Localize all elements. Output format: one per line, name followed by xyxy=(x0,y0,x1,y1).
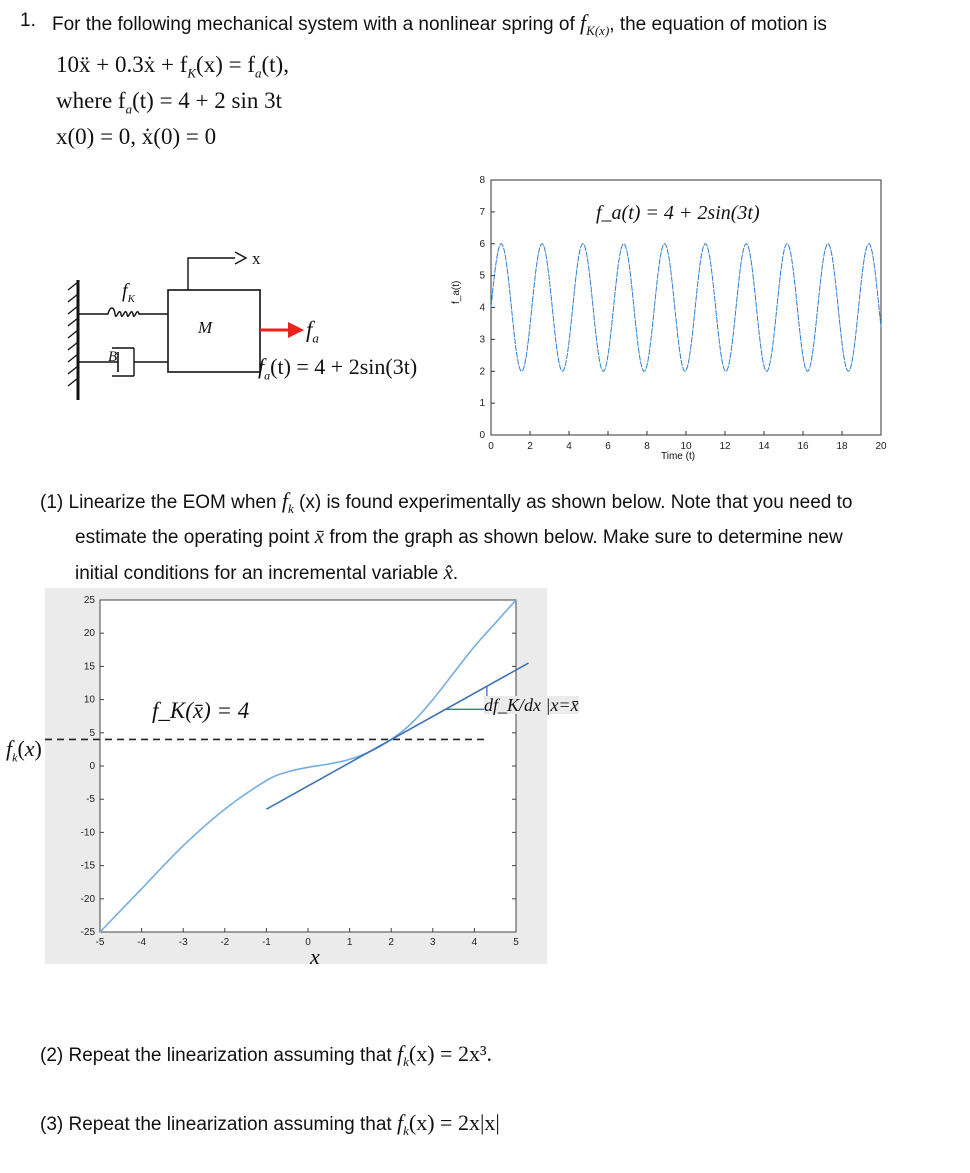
intro-text: For the following mechanical system with a nonlinear spring of xyxy=(52,14,575,35)
forcing-ytick-label: 7 xyxy=(479,206,485,218)
eq2-sub: a xyxy=(125,101,133,117)
problem-number: 1. xyxy=(20,10,36,31)
spring-xtick-label: 0 xyxy=(305,937,311,948)
part3 xyxy=(40,1110,500,1139)
spring-ytick-label: 15 xyxy=(83,661,95,673)
part1-line1-a: (1) Linearize the EOM when xyxy=(40,492,277,513)
spring-ytick-label: 10 xyxy=(83,694,95,706)
eq1-part: 10ẍ + 0.3ẋ + f xyxy=(56,52,188,77)
part3-text: (3) Repeat the linearization assuming that xyxy=(40,1114,392,1135)
part2-sub: k xyxy=(403,1053,409,1069)
spring-chart-ylabel: $f_k(x)$ xyxy=(6,736,42,765)
spring-chart xyxy=(0,588,620,978)
part2-expr: (x) = 2x³. xyxy=(408,1041,493,1066)
forcing-xtick-label: 18 xyxy=(836,441,848,452)
spring-xtick-label: 4 xyxy=(471,937,478,948)
eq2-end: (t) = 4 + 2 sin 3t xyxy=(132,88,282,113)
forcing-xtick-label: 12 xyxy=(719,441,731,452)
part1-line3 xyxy=(75,560,458,585)
part1-line3-sym: x̂ xyxy=(443,560,453,584)
part2-text: (2) Repeat the linearization assuming that xyxy=(40,1045,392,1066)
spring-ytick-label: 20 xyxy=(83,628,95,640)
forcing-xtick-label: 16 xyxy=(797,441,809,452)
problem-intro xyxy=(52,10,827,39)
force-equation: $f_a(t) = 4 + 2\sin(3t)$ xyxy=(258,354,418,383)
forcing-ytick-label: 3 xyxy=(479,334,485,346)
spring-ytick-label: -10 xyxy=(80,827,95,839)
forcing-xtick-label: 4 xyxy=(566,441,572,452)
forcing-chart-xlabel: Time (t) xyxy=(661,451,696,462)
forcing-ytick-label: 2 xyxy=(479,366,485,378)
part1-line2 xyxy=(75,524,843,549)
operating-point-annotation: f_K(x̄) = 4 xyxy=(152,698,250,723)
part1-line2-b: from the graph as shown below. Make sure to determine new xyxy=(329,527,843,548)
part2-f: f xyxy=(396,1041,404,1066)
spring-xtick-label: -1 xyxy=(261,937,271,948)
part2 xyxy=(40,1041,492,1070)
forcing-xtick-label: 6 xyxy=(605,441,611,452)
spring-ytick-label: -15 xyxy=(80,860,95,872)
forcing-xtick-label: 10 xyxy=(680,441,692,452)
part1-line2-sym: x̄ xyxy=(314,524,325,548)
forcing-ytick-label: 8 xyxy=(479,175,485,186)
equation-initial-conditions: x(0) = 0, ẋ(0) = 0 xyxy=(56,124,217,149)
spring-xtick-label: 5 xyxy=(513,937,519,948)
spring-label: $f_K$ xyxy=(122,280,135,305)
spring-ytick-label: -5 xyxy=(86,794,95,806)
eq2-prefix: where f xyxy=(56,88,126,113)
part1-line3-a: initial conditions for an incremental variable xyxy=(75,563,439,584)
part3-expr: (x) = 2x|x| xyxy=(408,1110,500,1135)
eq1-end: (x) = f xyxy=(196,52,255,77)
forcing-ytick-label: 0 xyxy=(479,430,485,441)
spring-xtick-label: -3 xyxy=(178,937,188,948)
intro-symbol: f xyxy=(580,10,587,35)
spring-chart-xlabel: x xyxy=(310,944,320,969)
part1-sub: k xyxy=(287,500,294,516)
part1-line2-a: estimate the operating point xyxy=(75,527,310,548)
x-direction-arrow xyxy=(188,258,235,290)
eq1-sub: K xyxy=(187,65,197,81)
forcing-xtick-label: 2 xyxy=(527,441,533,452)
spring-ytick-label: -20 xyxy=(80,893,95,905)
spring-xtick-label: 1 xyxy=(346,937,353,948)
forcing-xtick-label: 8 xyxy=(644,441,650,452)
forcing-xtick-label: 14 xyxy=(758,441,770,452)
equation-input xyxy=(56,88,282,118)
part1-line3-b: . xyxy=(452,563,459,584)
spring-xtick-label: -5 xyxy=(95,937,105,948)
slope-annotation: df_K/dx |x=x̄ xyxy=(484,695,579,715)
forcing-xtick-label: 0 xyxy=(488,441,494,452)
intro-end: , the equation of motion is xyxy=(609,14,827,35)
damper-label: B xyxy=(108,349,118,365)
forcing-ytick-label: 5 xyxy=(479,270,485,282)
axis-x-label: x xyxy=(252,249,261,268)
forcing-chart-ylabel: f_a(t) xyxy=(451,280,462,304)
mass-label: M xyxy=(198,318,213,337)
part1-sym: f xyxy=(281,488,288,513)
eq1-end2: (t), xyxy=(261,52,289,77)
force-label: $f_a$ xyxy=(306,317,319,346)
forcing-chart xyxy=(445,170,885,470)
part3-f: f xyxy=(396,1110,404,1135)
spring-ytick-label: 0 xyxy=(89,761,95,772)
part1-line1 xyxy=(40,488,852,517)
spring-xtick-label: 2 xyxy=(388,937,394,948)
forcing-chart-annotation: f_a(t) = 4 + 2sin(3t) xyxy=(593,202,763,225)
spring-xtick-label: -4 xyxy=(137,937,147,948)
force-arrowhead xyxy=(288,322,304,338)
spring-ytick-label: 5 xyxy=(89,727,95,739)
spring-chart-svg xyxy=(0,588,620,978)
forcing-xtick-label: 20 xyxy=(875,441,887,452)
eq1-sub2: a xyxy=(254,65,262,81)
spring-ytick-label: -25 xyxy=(80,927,95,938)
intro-sub: K(x) xyxy=(586,22,610,38)
spring-ytick-label: 25 xyxy=(83,595,95,606)
spring xyxy=(78,308,168,316)
forcing-ytick-label: 4 xyxy=(479,302,485,314)
spring-plot-frame xyxy=(100,600,516,932)
part3-sub: k xyxy=(403,1122,409,1138)
spring-xtick-label: -2 xyxy=(220,937,230,948)
part1-line1-b: (x) is found experimentally as shown below. Note that you need to xyxy=(299,492,853,513)
spring-xtick-label: 3 xyxy=(430,937,436,948)
equation-motion xyxy=(56,52,289,82)
forcing-ytick-label: 6 xyxy=(479,238,485,250)
mass-block xyxy=(168,290,260,372)
forcing-ytick-label: 1 xyxy=(479,398,485,410)
